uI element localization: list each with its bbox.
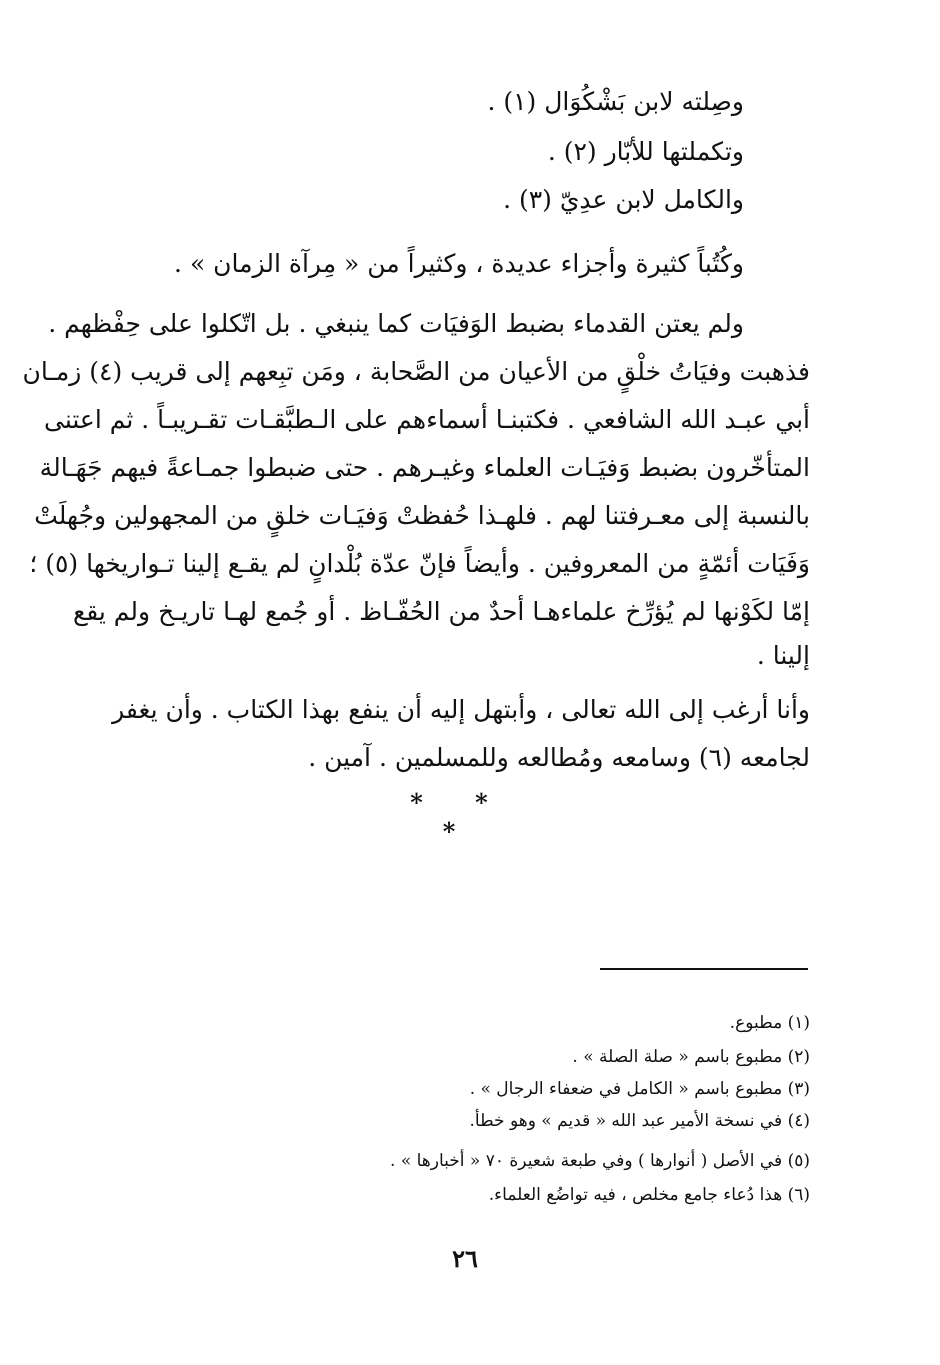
paragraph1-line-6: وَفَيَات أئمّةٍ من المعروفين . وأيضاً فإنّ عدّة بُلْدانٍ لم يقـع إلينا تـواريخها (٥) ؛ xyxy=(29,549,810,578)
paragraph2-line-1: وأنا أرغب إلى الله تعالى ، وأبتهل إليه أن ينفع بهذا الكتاب . وأن يغفر xyxy=(112,695,810,724)
footnote-2: (٢) مطبوع باسم « صلة الصلة » . xyxy=(572,1047,810,1067)
footnote-6: (٦) هذا دُعاء جامع مخلص ، فيه تواضُع العلماء. xyxy=(488,1185,810,1205)
footnote-5: (٥) في الأصل ( أنوارها ) وفي طبعة شعيرة ٧٠ « أخبارها » . xyxy=(390,1151,810,1171)
paragraph2-line-2: لجامعه (٦) وسامعه ومُطالعه وللمسلمين . آمين . xyxy=(308,743,810,772)
paragraph1-line-8: إلينا . xyxy=(756,641,810,670)
paragraph1-line-5: بالنسبة إلى معـرفتنا لهم . فلهـذا حُفظتْ وَفيَـات خلقٍ من المجهولين وجُهلَتْ xyxy=(34,501,810,530)
section-separator: * * * xyxy=(410,788,510,846)
list-line-1: وصِلته لابن بَشْكُوَال (١) . xyxy=(487,87,744,116)
paragraph1-line-1: ولم يعتن القدماء بضبط الوَفيَات كما ينبغي . بل اتّكلوا على حِفْظهم . xyxy=(48,309,744,338)
list-line-4: وكُتُباً كثيرة وأجزاء عديدة ، وكثيراً من « مِرآة الزمان » . xyxy=(174,249,744,278)
footnote-divider xyxy=(600,968,808,970)
paragraph1-line-4: المتأخّرون بضبط وَفيَـات العلماء وغيـرهم . حتى ضبطوا جمـاعةً فيهم جَهَـالة xyxy=(39,453,810,482)
paragraph1-line-2: فذهبت وفيَاتُ خلْقٍ من الأعيان من الصَّحابة ، ومَن تبِعهم إلى قريب (٤) زمـان xyxy=(22,357,810,386)
footnote-4: (٤) في نسخة الأمير عبد الله « قديم » وهو خطأ. xyxy=(469,1111,810,1131)
page-number: ٢٦ xyxy=(452,1244,478,1273)
footnote-3: (٣) مطبوع باسم « الكامل في ضعفاء الرجال » . xyxy=(469,1079,810,1099)
paragraph1-line-3: أبي عبـد الله الشافعي . فكتبنـا أسماءهم على الـطبَّقـات تقـريبـاً . ثم اعتنى xyxy=(44,405,810,434)
list-line-2: وتكملتها للأبّار (٢) . xyxy=(547,137,744,166)
paragraph1-line-7: إمّا لكَوْنها لم يُؤرِّخ علماءهـا أحدٌ من الحُفّـاظ . أو جُمع لهـا تاريـخ ولم يقع xyxy=(72,597,810,626)
list-line-3: والكامل لابن عدِيّ (٣) . xyxy=(503,185,744,214)
footnote-1: (١) مطبوع. xyxy=(729,1013,810,1033)
